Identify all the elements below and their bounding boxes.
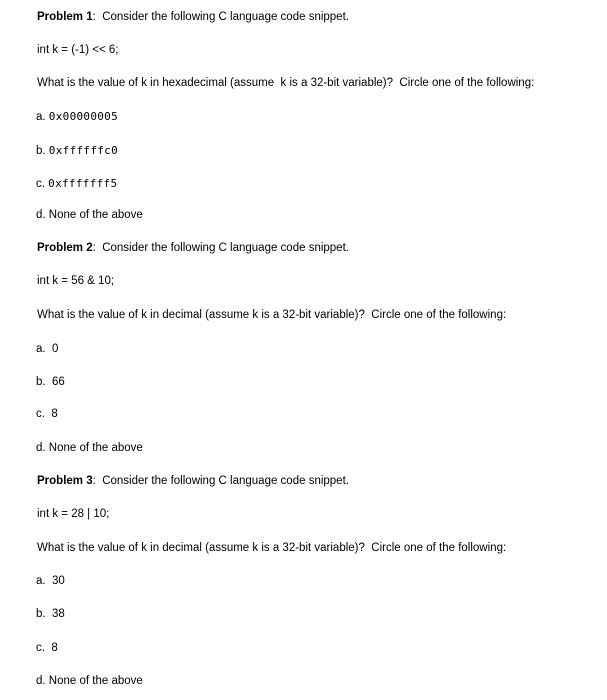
option-letter: b.	[36, 145, 46, 157]
option-value: 8	[51, 408, 58, 420]
problem-1-option-a[interactable]	[36, 110, 118, 124]
problem-3-question: What is the value of k in decimal (assume k is a 32-bit variable)? Circle one of the following:	[37, 542, 507, 554]
problem-2-option-d[interactable]	[36, 441, 143, 455]
option-letter: a.	[36, 343, 46, 355]
option-letter: d.	[36, 209, 46, 221]
problem-1-option-d[interactable]	[36, 208, 143, 222]
problem-1-intro: : Consider the following C language code snippet.	[92, 11, 349, 23]
option-letter: b.	[36, 608, 46, 620]
problem-3-intro: : Consider the following C language code snippet.	[92, 475, 349, 487]
problem-2-code: int k = 56 & 10;	[37, 275, 115, 287]
problem-2-title: Problem 2	[37, 242, 93, 254]
option-value: 38	[51, 608, 65, 620]
option-value: 0xffffffc0	[48, 144, 119, 157]
problem-3-header	[37, 474, 349, 488]
option-value: None of the above	[48, 675, 143, 687]
option-letter: c.	[36, 642, 45, 654]
option-value: None of the above	[48, 442, 143, 454]
problem-3-title: Problem 3	[37, 475, 93, 487]
problem-1-title: Problem 1	[37, 11, 93, 23]
problem-2-question: What is the value of k in decimal (assume k is a 32-bit variable)? Circle one of the following:	[37, 309, 507, 321]
problem-1-option-b[interactable]	[36, 144, 118, 158]
problem-1-question: What is the value of k in hexadecimal (assume k is a 32-bit variable)? Circle one of the following:	[37, 77, 535, 89]
problem-1-code: int k = (-1) << 6;	[37, 44, 119, 56]
problem-2-intro: : Consider the following C language code snippet.	[92, 242, 349, 254]
problem-3-option-b[interactable]	[36, 607, 65, 621]
problem-3-option-d[interactable]	[36, 674, 143, 688]
problem-2-option-c[interactable]	[36, 407, 58, 421]
problem-3-option-a[interactable]	[36, 574, 65, 588]
option-letter: c.	[36, 178, 45, 190]
option-letter: b.	[36, 376, 46, 388]
option-letter: d.	[36, 675, 46, 687]
option-letter: c.	[36, 408, 45, 420]
option-value: 30	[51, 575, 65, 587]
problem-2-option-a[interactable]	[36, 342, 58, 356]
option-value: 8	[51, 642, 58, 654]
problem-1-header	[37, 10, 349, 24]
problem-3-option-c[interactable]	[36, 641, 58, 655]
problem-1-option-c[interactable]	[36, 177, 117, 191]
option-value: 0x00000005	[48, 110, 119, 123]
option-value: 0xfffffff5	[48, 177, 118, 190]
option-letter: d.	[36, 442, 46, 454]
option-letter: a.	[36, 575, 46, 587]
problem-3-code: int k = 28 | 10;	[37, 508, 110, 520]
problem-2-header	[37, 241, 349, 255]
problem-2-option-b[interactable]	[36, 375, 65, 389]
option-value: 66	[51, 376, 65, 388]
option-value: 0	[51, 343, 59, 355]
option-letter: a.	[36, 111, 46, 123]
option-value: None of the above	[48, 209, 143, 221]
